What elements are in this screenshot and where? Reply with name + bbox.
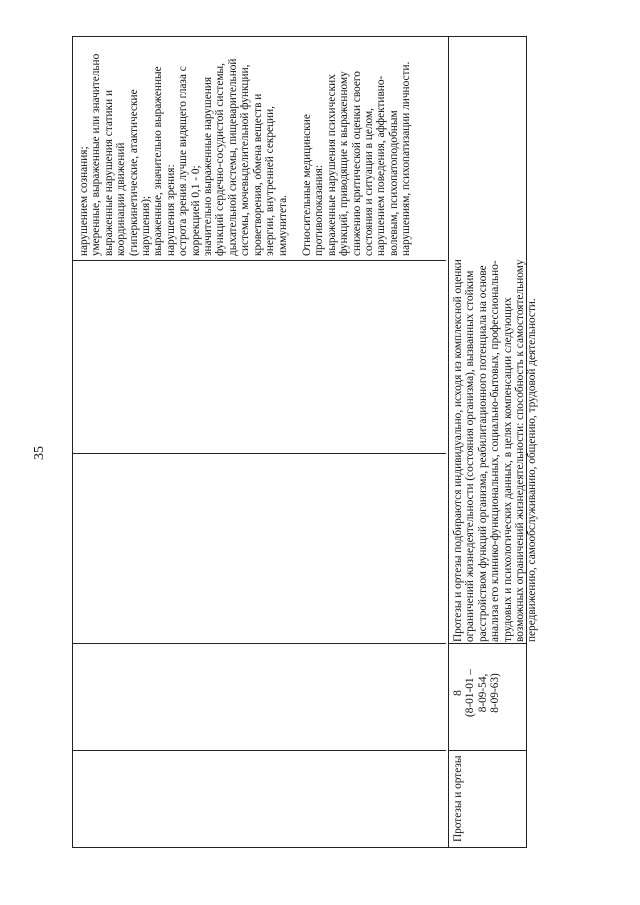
selection-note-line: анализа его клинико-функциональных, социально-бытовых, профессионально- — [489, 260, 502, 642]
selection-note-line: Протезы и ортезы подбираются индивидуально, исходя из комплексной оценки — [452, 259, 464, 642]
device-code-line: 8-09-63) — [489, 673, 502, 713]
device-code-text — [452, 648, 502, 738]
device-category-label: Протезы и ортезы — [452, 755, 464, 842]
contraindications-cell — [78, 40, 444, 256]
severe-contraindications-text — [78, 40, 289, 256]
device-code-line: 8-09-54, — [476, 673, 489, 713]
contraindication-line: коррекцией 0,1 - 0; — [189, 165, 202, 256]
device-code-line: (8-01-01 – — [464, 669, 477, 718]
device-code-cell — [452, 648, 522, 738]
selection-note-line: расстройством функций организма, реабилитационного потенциала на основе — [476, 265, 489, 642]
contraindication-line: (гиперкинетические, атактические — [127, 89, 140, 256]
page-number: 35 — [32, 446, 47, 460]
device-category-cell — [452, 754, 522, 842]
contraindication-line: энергии, внутренней секреции, — [264, 106, 277, 256]
contraindication-line: нарушения зрения: — [164, 164, 177, 256]
selection-note-cell — [452, 42, 539, 642]
relative-contraindication-line: противопоказания: — [313, 164, 326, 256]
contraindication-line: нарушения); — [140, 195, 153, 256]
relative-contraindication-line: состояния и ситуации в целом, — [362, 108, 375, 256]
contraindication-line: функций сердечно-сосудистой системы, — [214, 63, 227, 256]
relative-contraindication-line: Относительные медицинские — [300, 114, 313, 256]
relative-contraindication-line: нарушениям, психопатизации личности. — [400, 61, 413, 256]
relative-contraindications-text — [301, 40, 413, 256]
selection-note-text — [452, 42, 539, 642]
device-code-line: 8 — [452, 690, 464, 696]
contraindication-line: координации движений — [115, 142, 128, 256]
col-divider-4 — [73, 260, 446, 261]
contraindication-line: выраженные нарушения статики и — [102, 89, 115, 256]
relative-contraindication-line: функций, приводящие к выраженному — [338, 71, 351, 256]
contraindication-line: дыхательной системы, пищеварительной — [226, 58, 239, 256]
col-divider-2-row2 — [448, 643, 526, 644]
col-divider-3 — [73, 453, 446, 454]
contraindication-line: иммунитета. — [276, 195, 289, 256]
relative-contraindication-line: волевым, психопатоподобным — [387, 110, 400, 256]
relative-contraindication-line: нарушением поведения, аффективно- — [375, 75, 388, 256]
col-divider-1-row2 — [448, 750, 526, 751]
selection-note-line: ограничений жизнедеятельности (состояния организма), вызванных стойким — [464, 270, 477, 642]
contraindication-line: острота зрения лучше видящего глаза с — [177, 66, 190, 256]
col-divider-2 — [73, 643, 446, 644]
contraindication-line: нарушением сознания; — [78, 146, 90, 256]
contraindication-line: системы, мочевыделительной функции, — [239, 64, 252, 256]
col-divider-1 — [73, 750, 446, 751]
rotated-table — [72, 36, 539, 848]
contraindication-line: значительно выраженные нарушения — [202, 76, 215, 256]
selection-note-line: возможных ограничений жизнедеятельности: способность к самостоятельному — [514, 259, 527, 642]
contraindication-line: кроветворения, обмена веществ и — [251, 93, 264, 256]
selection-note-line: передвижению, самообслуживанию, общению, трудовой деятельности. — [526, 298, 539, 642]
contraindication-line: умеренные, выраженные или значительно — [90, 53, 103, 256]
selection-note-line: трудовых и психологических данных, в целях компенсации следующих — [501, 297, 514, 642]
row-divider — [448, 37, 449, 847]
relative-contraindication-line: выраженные нарушения психических — [325, 74, 338, 256]
relative-contraindication-line: снижению критической оценки своего — [350, 71, 363, 256]
contraindication-line: выраженные, значительно выраженные — [152, 66, 165, 256]
